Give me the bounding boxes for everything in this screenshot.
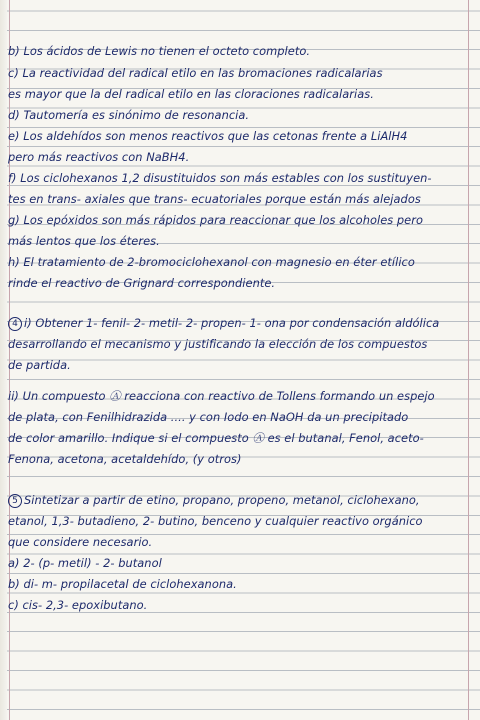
line-text: d) Tautomería es sinónimo de resonancia.: [8, 108, 250, 122]
text-line: [8, 556, 466, 570]
text-line: [8, 129, 466, 143]
text-line: [8, 535, 466, 549]
page-binding-edge: [0, 0, 7, 720]
line-text: más lentos que los éteres.: [8, 234, 160, 248]
line-text: a) 2- (p- metil) - 2- butanol: [8, 556, 162, 570]
line-text: que considere necesario.: [8, 535, 153, 549]
text-line: [8, 598, 466, 612]
text-line: [8, 213, 466, 227]
text-line: [8, 389, 466, 403]
text-line: [8, 452, 466, 466]
text-line: [8, 192, 466, 206]
line-text: h) El tratamiento de 2-bromociclohexanol con magnesio en éter etílico: [8, 255, 415, 269]
right-margin-line: [468, 0, 469, 720]
text-line: [8, 358, 466, 372]
text-line: [8, 255, 466, 269]
line-text: c) cis- 2,3- epoxibutano.: [8, 598, 148, 612]
text-line: [8, 410, 466, 424]
text-line: [8, 514, 466, 528]
text-line: [8, 493, 466, 508]
line-text: de color amarillo. Indique si el compuesto Ⓐ es el butanal, Fenol, aceto-: [8, 431, 424, 445]
line-text: etanol, 1,3- butadieno, 2- butino, benceno y cualquier reactivo orgánico: [8, 514, 423, 528]
line-text: c) La reactividad del radical etilo en las bromaciones radicalarias: [8, 66, 383, 80]
line-text: Fenona, acetona, acetaldehído, (y otros): [8, 452, 242, 466]
line-text: de plata, con Fenilhidrazida .... y con Iodo en NaOH da un precipitado: [8, 410, 409, 424]
line-text: de partida.: [8, 358, 71, 372]
line-text: e) Los aldehídos son menos reactivos que las cetonas frente a LiAlH4: [8, 129, 408, 143]
line-text: b) Los ácidos de Lewis no tienen el octeto completo.: [8, 44, 311, 58]
text-line: [8, 577, 466, 591]
line-text: ii) Un compuesto Ⓐ reacciona con reactivo de Tollens formando un espejo: [8, 389, 435, 403]
text-line: [8, 276, 466, 290]
text-line: [8, 66, 466, 80]
line-text: Sintetizar a partir de etino, propano, propeno, metanol, ciclohexano,: [24, 493, 420, 507]
line-text: es mayor que la del radical etilo en las cloraciones radicalarias.: [8, 87, 374, 101]
text-line: [8, 108, 466, 122]
line-text: desarrollando el mecanismo y justificando la elección de los compuestos: [8, 337, 428, 351]
text-line: [8, 316, 466, 331]
line-text: pero más reactivos con NaBH4.: [8, 150, 190, 164]
line-text: i) Obtener 1- fenil- 2- metil- 2- propen- 1- ona por condensación aldólica: [24, 316, 440, 330]
text-line: [8, 234, 466, 248]
text-line: [8, 431, 466, 445]
text-line: [8, 87, 466, 101]
question-number-circle: 5: [8, 494, 22, 508]
line-text: f) Los ciclohexanos 1,2 disustituidos son más estables con los sustituyen-: [8, 171, 432, 185]
text-line: [8, 44, 466, 58]
line-text: b) di- m- propilacetal de ciclohexanona.: [8, 577, 237, 591]
line-text: tes en trans- axiales que trans- ecuatoriales porque están más alejados: [8, 192, 421, 206]
line-text: g) Los epóxidos son más rápidos para reaccionar que los alcoholes pero: [8, 213, 423, 227]
line-text: rinde el reactivo de Grignard correspondiente.: [8, 276, 276, 290]
text-line: [8, 150, 466, 164]
question-number-circle: 4: [8, 317, 22, 331]
text-line: [8, 171, 466, 185]
text-line: [8, 337, 466, 351]
